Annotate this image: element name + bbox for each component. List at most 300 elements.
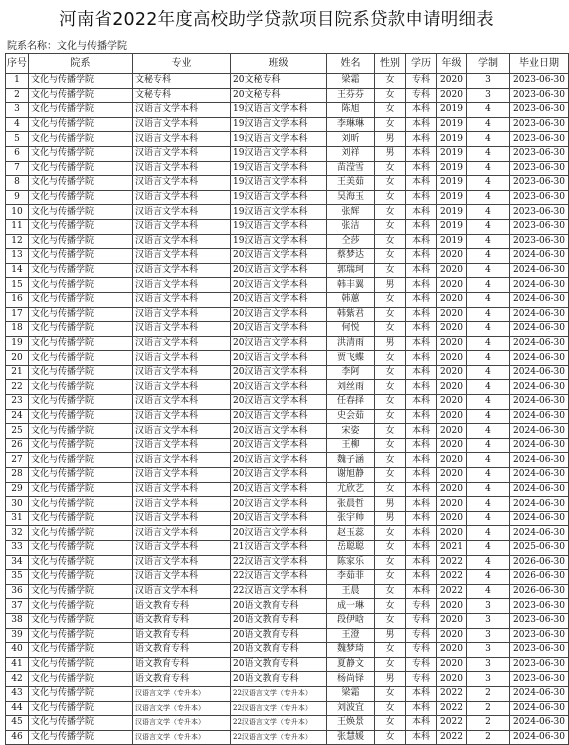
- cell-duration: 4: [467, 409, 510, 424]
- cell-class: 20汉语言文学本科: [231, 409, 327, 424]
- cell-department: 文化与传播学院: [29, 555, 133, 570]
- cell-name: 陈旭: [327, 103, 375, 118]
- cell-education: 本科: [406, 482, 437, 497]
- cell-name: 蔡梦达: [327, 249, 375, 264]
- table-header-row: [6, 54, 569, 74]
- cell-gender: 女: [375, 307, 406, 322]
- cell-duration: 4: [467, 526, 510, 541]
- cell-education: 本科: [406, 438, 437, 453]
- cell-grade: 2019: [437, 176, 467, 191]
- cell-graduation-date: 2023-06-30: [510, 234, 569, 249]
- cell-class: 19汉语言文学本科: [231, 219, 327, 234]
- cell-department: 文化与传播学院: [29, 409, 133, 424]
- table-row: [6, 526, 569, 541]
- table-row: [6, 409, 569, 424]
- cell-index: 38: [6, 613, 29, 628]
- table-row: [6, 132, 569, 147]
- table-row: [6, 205, 569, 220]
- cell-graduation-date: 2024-06-30: [510, 453, 569, 468]
- cell-education: 本科: [406, 103, 437, 118]
- cell-duration: 2: [467, 730, 510, 745]
- cell-index: 43: [6, 686, 29, 701]
- table-row: [6, 686, 569, 701]
- cell-index: 28: [6, 468, 29, 483]
- cell-duration: 4: [467, 190, 510, 205]
- cell-major: 语文教育专科: [133, 672, 231, 687]
- cell-major: 汉语言文学（专升本）: [133, 701, 231, 716]
- cell-index: 30: [6, 497, 29, 512]
- cell-department: 文化与传播学院: [29, 643, 133, 658]
- cell-education: 本科: [406, 336, 437, 351]
- cell-gender: 女: [375, 365, 406, 380]
- cell-gender: 女: [375, 103, 406, 118]
- cell-grade: 2022: [437, 555, 467, 570]
- cell-gender: 女: [375, 292, 406, 307]
- cell-graduation-date: 2024-06-30: [510, 278, 569, 293]
- cell-gender: 女: [375, 657, 406, 672]
- cell-graduation-date: 2024-06-30: [510, 249, 569, 264]
- cell-gender: 男: [375, 672, 406, 687]
- cell-duration: 4: [467, 395, 510, 410]
- cell-major: 汉语言文学本科: [133, 205, 231, 220]
- cell-education: 本科: [406, 161, 437, 176]
- header-name: 姓名: [327, 54, 375, 74]
- cell-grade: 2020: [437, 409, 467, 424]
- cell-major: 汉语言文学本科: [133, 511, 231, 526]
- header-education: 学历: [406, 54, 437, 74]
- cell-department: 文化与传播学院: [29, 190, 133, 205]
- cell-education: 本科: [406, 146, 437, 161]
- cell-index: 16: [6, 292, 29, 307]
- cell-class: 20汉语言文学本科: [231, 307, 327, 322]
- table-row: [6, 103, 569, 118]
- cell-name: 张晨哲: [327, 497, 375, 512]
- header-grade: 年级: [437, 54, 467, 74]
- cell-graduation-date: 2024-06-30: [510, 701, 569, 716]
- cell-duration: 4: [467, 249, 510, 264]
- cell-name: 苗滢雪: [327, 161, 375, 176]
- cell-duration: 3: [467, 74, 510, 89]
- cell-gender: 女: [375, 263, 406, 278]
- cell-graduation-date: 2023-06-30: [510, 205, 569, 220]
- cell-name: 王芬芬: [327, 88, 375, 103]
- cell-graduation-date: 2024-06-30: [510, 468, 569, 483]
- cell-grade: 2019: [437, 132, 467, 147]
- cell-major: 文秘专科: [133, 74, 231, 89]
- table-row: [6, 541, 569, 556]
- cell-gender: 女: [375, 74, 406, 89]
- cell-education: 本科: [406, 190, 437, 205]
- cell-gender: 女: [375, 526, 406, 541]
- cell-gender: 女: [375, 541, 406, 556]
- table-row: [6, 716, 569, 731]
- cell-education: 本科: [406, 701, 437, 716]
- cell-name: 张辉: [327, 205, 375, 220]
- cell-education: 本科: [406, 468, 437, 483]
- cell-class: 20汉语言文学本科: [231, 351, 327, 366]
- table-row: [6, 657, 569, 672]
- cell-major: 汉语言文学本科: [133, 263, 231, 278]
- cell-gender: 女: [375, 176, 406, 191]
- cell-index: 42: [6, 672, 29, 687]
- cell-department: 文化与传播学院: [29, 103, 133, 118]
- cell-grade: 2022: [437, 584, 467, 599]
- cell-class: 20语文教育专科: [231, 643, 327, 658]
- table-row: [6, 701, 569, 716]
- cell-gender: 男: [375, 511, 406, 526]
- cell-education: 本科: [406, 395, 437, 410]
- cell-department: 文化与传播学院: [29, 686, 133, 701]
- cell-name: 成一琳: [327, 599, 375, 614]
- cell-index: 26: [6, 438, 29, 453]
- cell-class: 19汉语言文学本科: [231, 205, 327, 220]
- cell-major: 汉语言文学本科: [133, 453, 231, 468]
- cell-name: 刘波宜: [327, 701, 375, 716]
- cell-class: 19汉语言文学本科: [231, 117, 327, 132]
- cell-gender: 女: [375, 701, 406, 716]
- cell-class: 20汉语言文学本科: [231, 395, 327, 410]
- cell-graduation-date: 2023-06-30: [510, 74, 569, 89]
- cell-duration: 4: [467, 482, 510, 497]
- cell-grade: 2020: [437, 628, 467, 643]
- cell-duration: 3: [467, 672, 510, 687]
- header-index: 序号: [6, 54, 29, 74]
- cell-class: 20汉语言文学本科: [231, 365, 327, 380]
- cell-graduation-date: 2023-06-30: [510, 657, 569, 672]
- cell-name: 何悦: [327, 322, 375, 337]
- table-row: [6, 599, 569, 614]
- cell-graduation-date: 2024-06-30: [510, 292, 569, 307]
- cell-department: 文化与传播学院: [29, 453, 133, 468]
- table-row: [6, 613, 569, 628]
- cell-grade: 2019: [437, 161, 467, 176]
- cell-duration: 3: [467, 613, 510, 628]
- cell-department: 文化与传播学院: [29, 570, 133, 585]
- cell-graduation-date: 2023-06-30: [510, 628, 569, 643]
- cell-graduation-date: 2024-06-30: [510, 409, 569, 424]
- cell-department: 文化与传播学院: [29, 219, 133, 234]
- cell-index: 15: [6, 278, 29, 293]
- cell-gender: 女: [375, 584, 406, 599]
- cell-index: 37: [6, 599, 29, 614]
- cell-duration: 3: [467, 643, 510, 658]
- cell-grade: 2020: [437, 365, 467, 380]
- cell-department: 文化与传播学院: [29, 482, 133, 497]
- cell-grade: 2020: [437, 307, 467, 322]
- header-department: 院系: [29, 54, 133, 74]
- cell-duration: 4: [467, 336, 510, 351]
- cell-duration: 4: [467, 161, 510, 176]
- cell-index: 6: [6, 146, 29, 161]
- cell-major: 汉语言文学本科: [133, 146, 231, 161]
- cell-class: 22汉语言文学（专升本）: [231, 701, 327, 716]
- cell-grade: 2021: [437, 541, 467, 556]
- cell-name: 李阿: [327, 365, 375, 380]
- cell-duration: 4: [467, 438, 510, 453]
- table-row: [6, 395, 569, 410]
- table-row: [6, 292, 569, 307]
- cell-index: 39: [6, 628, 29, 643]
- cell-grade: 2020: [437, 424, 467, 439]
- cell-index: 17: [6, 307, 29, 322]
- cell-class: 22汉语言文学本科: [231, 570, 327, 585]
- cell-education: 专科: [406, 74, 437, 89]
- cell-gender: 女: [375, 249, 406, 264]
- cell-graduation-date: 2023-06-30: [510, 190, 569, 205]
- cell-major: 汉语言文学本科: [133, 234, 231, 249]
- cell-index: 21: [6, 365, 29, 380]
- cell-duration: 4: [467, 468, 510, 483]
- table-row: [6, 730, 569, 745]
- cell-department: 文化与传播学院: [29, 380, 133, 395]
- cell-education: 本科: [406, 263, 437, 278]
- cell-department: 文化与传播学院: [29, 395, 133, 410]
- cell-gender: 男: [375, 146, 406, 161]
- department-line: 院系名称：文化与传播学院: [7, 41, 127, 52]
- cell-index: 45: [6, 716, 29, 731]
- cell-gender: 女: [375, 599, 406, 614]
- table-row: [6, 117, 569, 132]
- cell-grade: 2020: [437, 613, 467, 628]
- cell-department: 文化与传播学院: [29, 730, 133, 745]
- cell-department: 文化与传播学院: [29, 468, 133, 483]
- cell-grade: 2022: [437, 570, 467, 585]
- cell-gender: 女: [375, 570, 406, 585]
- cell-index: 3: [6, 103, 29, 118]
- cell-class: 20文秘专科: [231, 74, 327, 89]
- cell-education: 专科: [406, 672, 437, 687]
- cell-graduation-date: 2026-06-30: [510, 555, 569, 570]
- cell-major: 语文教育专科: [133, 628, 231, 643]
- cell-department: 文化与传播学院: [29, 278, 133, 293]
- cell-grade: 2020: [437, 599, 467, 614]
- table-row: [6, 424, 569, 439]
- cell-department: 文化与传播学院: [29, 497, 133, 512]
- cell-name: 刘祥: [327, 146, 375, 161]
- cell-name: 陈家乐: [327, 555, 375, 570]
- cell-duration: 4: [467, 176, 510, 191]
- cell-education: 本科: [406, 249, 437, 264]
- cell-index: 7: [6, 161, 29, 176]
- cell-index: 13: [6, 249, 29, 264]
- cell-duration: 4: [467, 205, 510, 220]
- cell-grade: 2019: [437, 103, 467, 118]
- cell-index: 18: [6, 322, 29, 337]
- cell-index: 46: [6, 730, 29, 745]
- cell-gender: 女: [375, 117, 406, 132]
- cell-grade: 2020: [437, 278, 467, 293]
- table-row: [6, 438, 569, 453]
- cell-grade: 2020: [437, 322, 467, 337]
- cell-major: 汉语言文学本科: [133, 176, 231, 191]
- cell-gender: 女: [375, 395, 406, 410]
- cell-name: 韩紫君: [327, 307, 375, 322]
- cell-grade: 2022: [437, 730, 467, 745]
- cell-duration: 4: [467, 365, 510, 380]
- cell-duration: 4: [467, 263, 510, 278]
- cell-grade: 2020: [437, 351, 467, 366]
- cell-index: 36: [6, 584, 29, 599]
- cell-index: 5: [6, 132, 29, 147]
- cell-major: 汉语言文学（专升本）: [133, 686, 231, 701]
- cell-education: 本科: [406, 351, 437, 366]
- cell-education: 专科: [406, 88, 437, 103]
- cell-duration: 4: [467, 424, 510, 439]
- cell-class: 20语文教育专科: [231, 613, 327, 628]
- cell-graduation-date: 2024-06-30: [510, 307, 569, 322]
- cell-major: 汉语言文学本科: [133, 482, 231, 497]
- cell-name: 杨尚铎: [327, 672, 375, 687]
- cell-gender: 女: [375, 468, 406, 483]
- cell-major: 汉语言文学本科: [133, 117, 231, 132]
- cell-index: 8: [6, 176, 29, 191]
- cell-duration: 4: [467, 541, 510, 556]
- cell-name: 贾飞蝶: [327, 351, 375, 366]
- cell-duration: 4: [467, 497, 510, 512]
- cell-class: 22汉语言文学（专升本）: [231, 730, 327, 745]
- cell-graduation-date: 2023-06-30: [510, 643, 569, 658]
- table-row: [6, 176, 569, 191]
- cell-department: 文化与传播学院: [29, 176, 133, 191]
- cell-index: 34: [6, 555, 29, 570]
- cell-class: 20汉语言文学本科: [231, 380, 327, 395]
- cell-graduation-date: 2024-06-30: [510, 365, 569, 380]
- table-row: [6, 672, 569, 687]
- cell-index: 19: [6, 336, 29, 351]
- cell-duration: 4: [467, 103, 510, 118]
- cell-education: 本科: [406, 511, 437, 526]
- cell-gender: 男: [375, 132, 406, 147]
- cell-name: 张宇帅: [327, 511, 375, 526]
- cell-department: 文化与传播学院: [29, 74, 133, 89]
- cell-class: 20语文教育专科: [231, 599, 327, 614]
- cell-grade: 2020: [437, 672, 467, 687]
- cell-major: 文秘专科: [133, 88, 231, 103]
- cell-grade: 2020: [437, 263, 467, 278]
- cell-graduation-date: 2023-06-30: [510, 132, 569, 147]
- cell-gender: 女: [375, 686, 406, 701]
- cell-major: 汉语言文学本科: [133, 278, 231, 293]
- cell-duration: 4: [467, 322, 510, 337]
- cell-graduation-date: 2024-06-30: [510, 395, 569, 410]
- cell-department: 文化与传播学院: [29, 234, 133, 249]
- cell-education: 本科: [406, 322, 437, 337]
- cell-department: 文化与传播学院: [29, 336, 133, 351]
- cell-class: 20汉语言文学本科: [231, 322, 327, 337]
- cell-name: 谢旭静: [327, 468, 375, 483]
- cell-grade: 2020: [437, 249, 467, 264]
- cell-grade: 2019: [437, 146, 467, 161]
- header-class: 班级: [231, 54, 327, 74]
- cell-major: 语文教育专科: [133, 643, 231, 658]
- cell-name: 夏静文: [327, 657, 375, 672]
- cell-name: 任春择: [327, 395, 375, 410]
- cell-index: 12: [6, 234, 29, 249]
- cell-class: 20语文教育专科: [231, 657, 327, 672]
- cell-duration: 4: [467, 453, 510, 468]
- cell-class: 20语文教育专科: [231, 672, 327, 687]
- cell-major: 汉语言文学本科: [133, 380, 231, 395]
- cell-duration: 3: [467, 628, 510, 643]
- cell-name: 岳聪聪: [327, 541, 375, 556]
- cell-graduation-date: 2023-06-30: [510, 161, 569, 176]
- cell-duration: 4: [467, 278, 510, 293]
- cell-graduation-date: 2023-06-30: [510, 219, 569, 234]
- cell-graduation-date: 2024-06-30: [510, 511, 569, 526]
- cell-major: 汉语言文学本科: [133, 570, 231, 585]
- cell-graduation-date: 2024-06-30: [510, 497, 569, 512]
- cell-education: 本科: [406, 497, 437, 512]
- cell-major: 汉语言文学本科: [133, 438, 231, 453]
- cell-class: 20汉语言文学本科: [231, 482, 327, 497]
- cell-gender: 女: [375, 351, 406, 366]
- cell-department: 文化与传播学院: [29, 351, 133, 366]
- cell-major: 语文教育专科: [133, 657, 231, 672]
- cell-name: 王柳: [327, 438, 375, 453]
- cell-grade: 2020: [437, 511, 467, 526]
- table-row: [6, 628, 569, 643]
- cell-name: 梁霜: [327, 686, 375, 701]
- cell-index: 14: [6, 263, 29, 278]
- cell-department: 文化与传播学院: [29, 584, 133, 599]
- cell-major: 汉语言文学本科: [133, 307, 231, 322]
- loan-table: [5, 53, 569, 745]
- table-row: [6, 74, 569, 89]
- cell-education: 本科: [406, 234, 437, 249]
- table-row: [6, 336, 569, 351]
- cell-index: 35: [6, 570, 29, 585]
- cell-education: 本科: [406, 307, 437, 322]
- cell-department: 文化与传播学院: [29, 263, 133, 278]
- cell-gender: 女: [375, 380, 406, 395]
- cell-graduation-date: 2024-06-30: [510, 424, 569, 439]
- cell-gender: 女: [375, 730, 406, 745]
- cell-education: 本科: [406, 584, 437, 599]
- cell-grade: 2019: [437, 219, 467, 234]
- cell-name: 魏子涵: [327, 453, 375, 468]
- cell-gender: 女: [375, 234, 406, 249]
- cell-index: 24: [6, 409, 29, 424]
- cell-gender: 女: [375, 190, 406, 205]
- cell-duration: 3: [467, 657, 510, 672]
- cell-index: 31: [6, 511, 29, 526]
- cell-graduation-date: 2024-06-30: [510, 438, 569, 453]
- cell-name: 仝莎: [327, 234, 375, 249]
- cell-graduation-date: 2023-06-30: [510, 146, 569, 161]
- cell-grade: 2020: [437, 336, 467, 351]
- cell-class: 19汉语言文学本科: [231, 146, 327, 161]
- cell-major: 语文教育专科: [133, 599, 231, 614]
- cell-index: 22: [6, 380, 29, 395]
- cell-department: 文化与传播学院: [29, 249, 133, 264]
- cell-major: 汉语言文学本科: [133, 132, 231, 147]
- cell-gender: 女: [375, 453, 406, 468]
- header-duration: 学制: [467, 54, 510, 74]
- cell-graduation-date: 2023-06-30: [510, 103, 569, 118]
- cell-department: 文化与传播学院: [29, 365, 133, 380]
- cell-class: 19汉语言文学本科: [231, 161, 327, 176]
- cell-major: 汉语言文学本科: [133, 103, 231, 118]
- cell-education: 专科: [406, 643, 437, 658]
- cell-name: 韩蕙: [327, 292, 375, 307]
- cell-index: 11: [6, 219, 29, 234]
- cell-department: 文化与传播学院: [29, 205, 133, 220]
- cell-department: 文化与传播学院: [29, 438, 133, 453]
- cell-class: 20汉语言文学本科: [231, 278, 327, 293]
- cell-graduation-date: 2023-06-30: [510, 672, 569, 687]
- cell-graduation-date: 2024-06-30: [510, 730, 569, 745]
- table-row: [6, 190, 569, 205]
